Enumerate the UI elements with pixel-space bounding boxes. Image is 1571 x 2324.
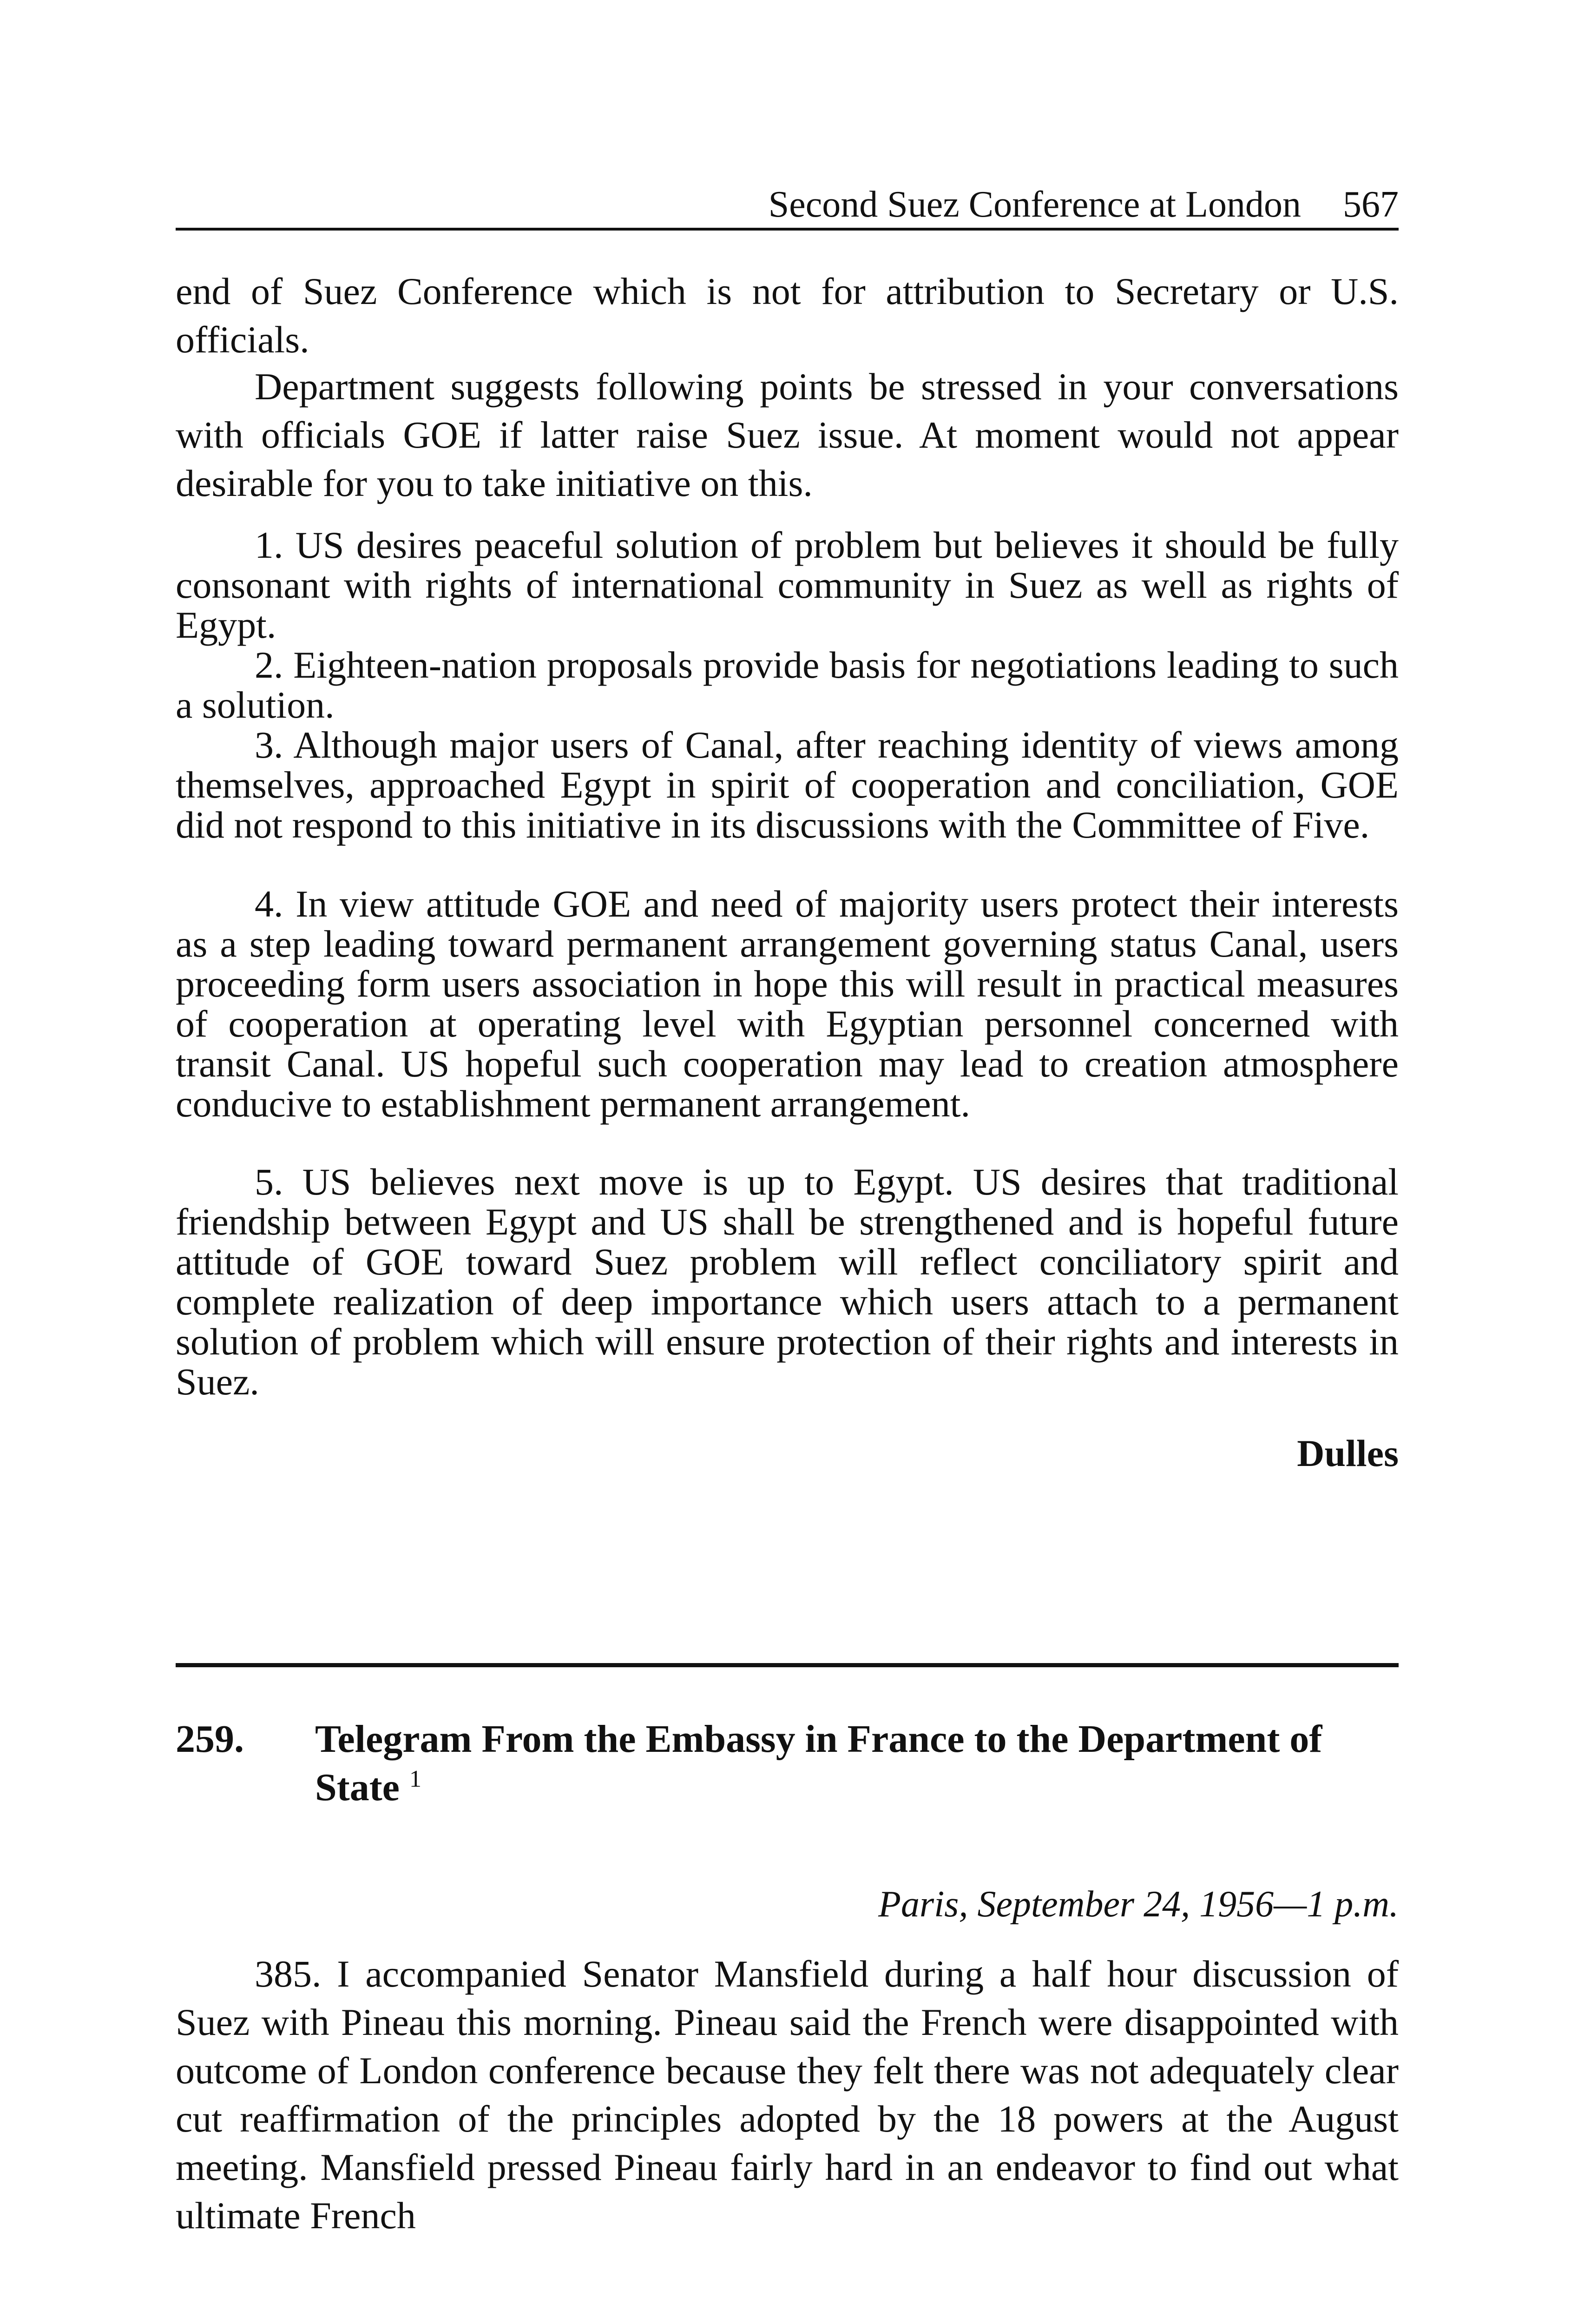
dateline: Paris, September 24, 1956—1 p.m. bbox=[878, 1884, 1399, 1925]
paragraph-continuation: end of Suez Conference which is not for attribution to Secretary or U.S. officials. bbox=[176, 270, 1399, 361]
document-title-wrap bbox=[315, 1715, 1399, 1812]
page-number: 567 bbox=[1343, 184, 1399, 225]
point-3: 3. Although major users of Canal, after reaching identity of views among themselves, approached Egypt in spirit of cooperation and conciliation, GOE did not respond to this initiative in its discussions with the Committee of Five. bbox=[176, 724, 1399, 846]
point-4: 4. In view attitude GOE and need of majority users protect their interests as a step leading toward permanent arrangement governing status Canal, users proceeding form users association in hope this will result in practical measures of cooperation at operating level with Egyptian personnel concerned with transit Canal. US hopeful such cooperation may lead to creation atmosphere conducive to establishment permanent arrangement. bbox=[176, 883, 1399, 1125]
point-2: 2. Eighteen-nation proposals provide basis for negotiations leading to such a solution. bbox=[176, 644, 1399, 726]
document-number: 259. bbox=[176, 1717, 244, 1761]
signature: Dulles bbox=[1297, 1432, 1399, 1474]
document-title: Telegram From the Embassy in France to the Department of State bbox=[315, 1717, 1322, 1809]
running-head-title: Second Suez Conference at London bbox=[768, 184, 1301, 225]
running-head bbox=[176, 181, 1399, 231]
point-5: 5. US believes next move is up to Egypt. US desires that traditional friendship between Egypt and US shall be strengthened and is hopeful future attitude of GOE toward Suez problem will reflect conciliatory spirit and complete realization of deep importance which users attach to a permanent solution of problem which will ensure protection of their rights and interests in Suez. bbox=[176, 1161, 1399, 1403]
telegram-body: 385. I accompanied Senator Mansfield during a half hour discussion of Suez with Pineau this morning. Pineau said the French were disappointed with outcome of London conference because they felt there was not adequately clear cut reaffirmation of the principles adopted by the 18 powers at the August meeting. Mansfield pressed Pineau fairly hard in an endeavor to find out what ultimate French bbox=[176, 1953, 1399, 2237]
document-heading bbox=[176, 1715, 1399, 1812]
point-1: 1. US desires peaceful solution of problem but believes it should be fully consonant with rights of international community in Suez as well as rights of Egypt. bbox=[176, 524, 1399, 646]
paragraph-department: Department suggests following points be stressed in your conversations with officials GOE if latter raise Suez issue. At moment would not appear desirable for you to take initiative on this. bbox=[176, 365, 1399, 504]
footnote-reference: 1 bbox=[409, 1766, 421, 1792]
section-divider bbox=[176, 1663, 1399, 1667]
